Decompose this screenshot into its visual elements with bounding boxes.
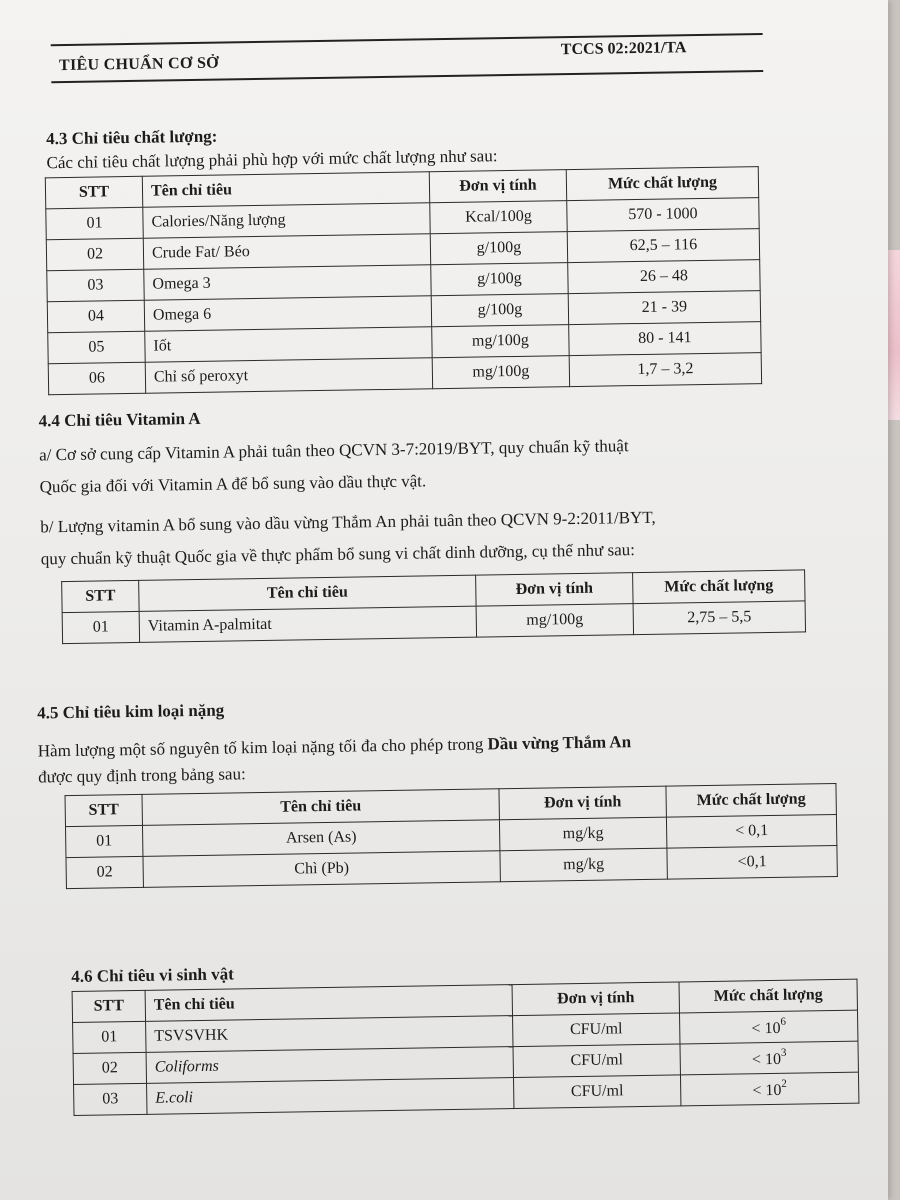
cell-unit: CFU/ml xyxy=(513,1013,680,1047)
col-name: Tên chỉ tiêu xyxy=(139,575,476,611)
cell-stt: 02 xyxy=(73,1052,146,1084)
cell-name: Crude Fat/ Béo xyxy=(143,234,430,270)
cell-name: Calories/Năng lượng xyxy=(143,203,430,239)
level-base: < 10 xyxy=(752,1081,782,1100)
col-stt: STT xyxy=(45,176,142,209)
section-4-4-title: 4.4 Chỉ tiêu Vitamin A xyxy=(38,408,201,431)
cell-stt: 05 xyxy=(48,331,145,364)
cell-stt: 01 xyxy=(65,825,142,857)
section-4-5-title: 4.5 Chỉ tiêu kim loại nặng xyxy=(37,700,225,723)
section-4-4-a-line2: Quốc gia đối với Vitamin A để bổ sung vào dầu thực vật. xyxy=(39,471,427,497)
section-4-3-title: 4.3 Chỉ tiêu chất lượng: xyxy=(46,126,218,149)
cell-unit: mg/kg xyxy=(500,848,667,882)
level-base: < 10 xyxy=(751,1019,781,1038)
cell-name: E.coli xyxy=(147,1078,514,1115)
cell-unit: CFU/ml xyxy=(513,1044,680,1078)
cell-name: TSVSVHK xyxy=(146,1016,513,1053)
level-base: < 10 xyxy=(751,1050,782,1069)
col-name: Tên chỉ tiêu xyxy=(145,985,512,1022)
col-level: Mức chất lượng xyxy=(679,979,857,1013)
cell-level xyxy=(680,1072,858,1106)
col-name: Tên chỉ tiêu xyxy=(142,789,499,826)
cell-unit: mg/100g xyxy=(476,604,633,637)
cell-level xyxy=(679,1010,857,1044)
cell-unit: mg/100g xyxy=(432,325,569,358)
cell-level: 1,7 – 3,2 xyxy=(569,353,761,387)
cell-stt: 01 xyxy=(73,1021,146,1053)
cell-level: <0,1 xyxy=(667,845,837,879)
cell-stt: 04 xyxy=(47,300,144,333)
col-unit: Đơn vị tính xyxy=(476,573,633,606)
section-4-4-b-line2: quy chuẩn kỹ thuật Quốc gia về thực phẩm bổ sung vi chất dinh dưỡng, cụ thể như sau: xyxy=(40,540,636,569)
cell-name: Omega 6 xyxy=(144,296,431,332)
cell-stt: 02 xyxy=(66,856,143,888)
cell-unit: g/100g xyxy=(431,263,568,296)
section-4-4-a-line1: a/ Cơ sở cung cấp Vitamin A phải tuân theo QCVN 3-7:2019/BYT, quy chuẩn kỹ thuật xyxy=(39,436,629,465)
level-exponent: 3 xyxy=(780,1046,787,1059)
cell-stt: 01 xyxy=(62,611,139,643)
header-title: TIÊU CHUẨN CƠ SỞ xyxy=(58,54,220,75)
cell-stt: 03 xyxy=(74,1083,147,1115)
cell-name: Iốt xyxy=(145,327,432,363)
cell-unit: mg/100g xyxy=(432,356,569,389)
cell-unit: g/100g xyxy=(431,294,568,327)
cell-level: 26 – 48 xyxy=(568,260,760,294)
col-name: Tên chỉ tiêu xyxy=(142,172,429,208)
vitamin-a-table xyxy=(61,569,806,644)
header-code: TCCS 02:2021/TA xyxy=(560,39,687,59)
cell-unit: Kcal/100g xyxy=(430,201,567,234)
quality-table xyxy=(45,166,762,395)
cell-stt: 02 xyxy=(46,238,143,271)
cell-stt: 06 xyxy=(48,362,145,395)
section-4-5-line2: được quy định trong bảng sau: xyxy=(38,764,246,787)
col-level: Mức chất lượng xyxy=(566,167,758,201)
cell-stt: 01 xyxy=(46,207,143,240)
section-4-4-b-line1: b/ Lượng vitamin A bổ sung vào dầu vừng Thắm An phải tuân theo QCVN 9-2:2011/BYT, xyxy=(40,507,656,537)
col-level: Mức chất lượng xyxy=(633,570,805,604)
col-unit: Đơn vị tính xyxy=(512,982,679,1016)
col-stt: STT xyxy=(72,990,145,1022)
cell-unit: CFU/ml xyxy=(513,1075,680,1109)
level-exponent: 2 xyxy=(781,1077,787,1090)
cell-name: Coliforms xyxy=(146,1047,513,1084)
col-stt: STT xyxy=(65,794,142,826)
cell-stt: 03 xyxy=(47,269,144,302)
cell-level: 2,75 – 5,5 xyxy=(633,601,805,635)
product-name: Dầu vừng Thắm An xyxy=(487,732,632,754)
cell-name: Chỉ số peroxyt xyxy=(145,358,432,394)
cell-level: < 0,1 xyxy=(666,814,836,848)
section-4-3-intro: Các chỉ tiêu chất lượng phải phù hợp với mức chất lượng như sau: xyxy=(46,146,498,173)
col-level: Mức chất lượng xyxy=(666,783,836,817)
cell-level: 80 - 141 xyxy=(569,322,761,356)
cell-level: 62,5 – 116 xyxy=(567,229,759,263)
cell-level: 570 - 1000 xyxy=(567,198,759,232)
level-exponent: 6 xyxy=(780,1015,787,1028)
cell-name: Arsen (As) xyxy=(142,820,499,857)
cell-name: Chì (Pb) xyxy=(143,851,500,888)
cell-unit: g/100g xyxy=(430,232,567,265)
cell-name: Vitamin A-palmitat xyxy=(139,606,476,642)
section-4-5-line1-text: Hàm lượng một số nguyên tố kim loại nặng tối đa cho phép trong xyxy=(37,734,488,761)
section-4-6-title: 4.6 Chỉ tiêu vi sinh vật xyxy=(71,964,234,986)
heavy-metal-table xyxy=(64,783,837,889)
col-stt: STT xyxy=(62,580,139,612)
cell-unit: mg/kg xyxy=(499,817,666,851)
col-unit: Đơn vị tính xyxy=(499,786,666,820)
cell-level xyxy=(680,1041,858,1075)
cell-level: 21 - 39 xyxy=(568,291,760,325)
microbiology-table xyxy=(72,979,860,1116)
col-unit: Đơn vị tính xyxy=(429,170,566,203)
cell-name: Omega 3 xyxy=(144,265,431,301)
